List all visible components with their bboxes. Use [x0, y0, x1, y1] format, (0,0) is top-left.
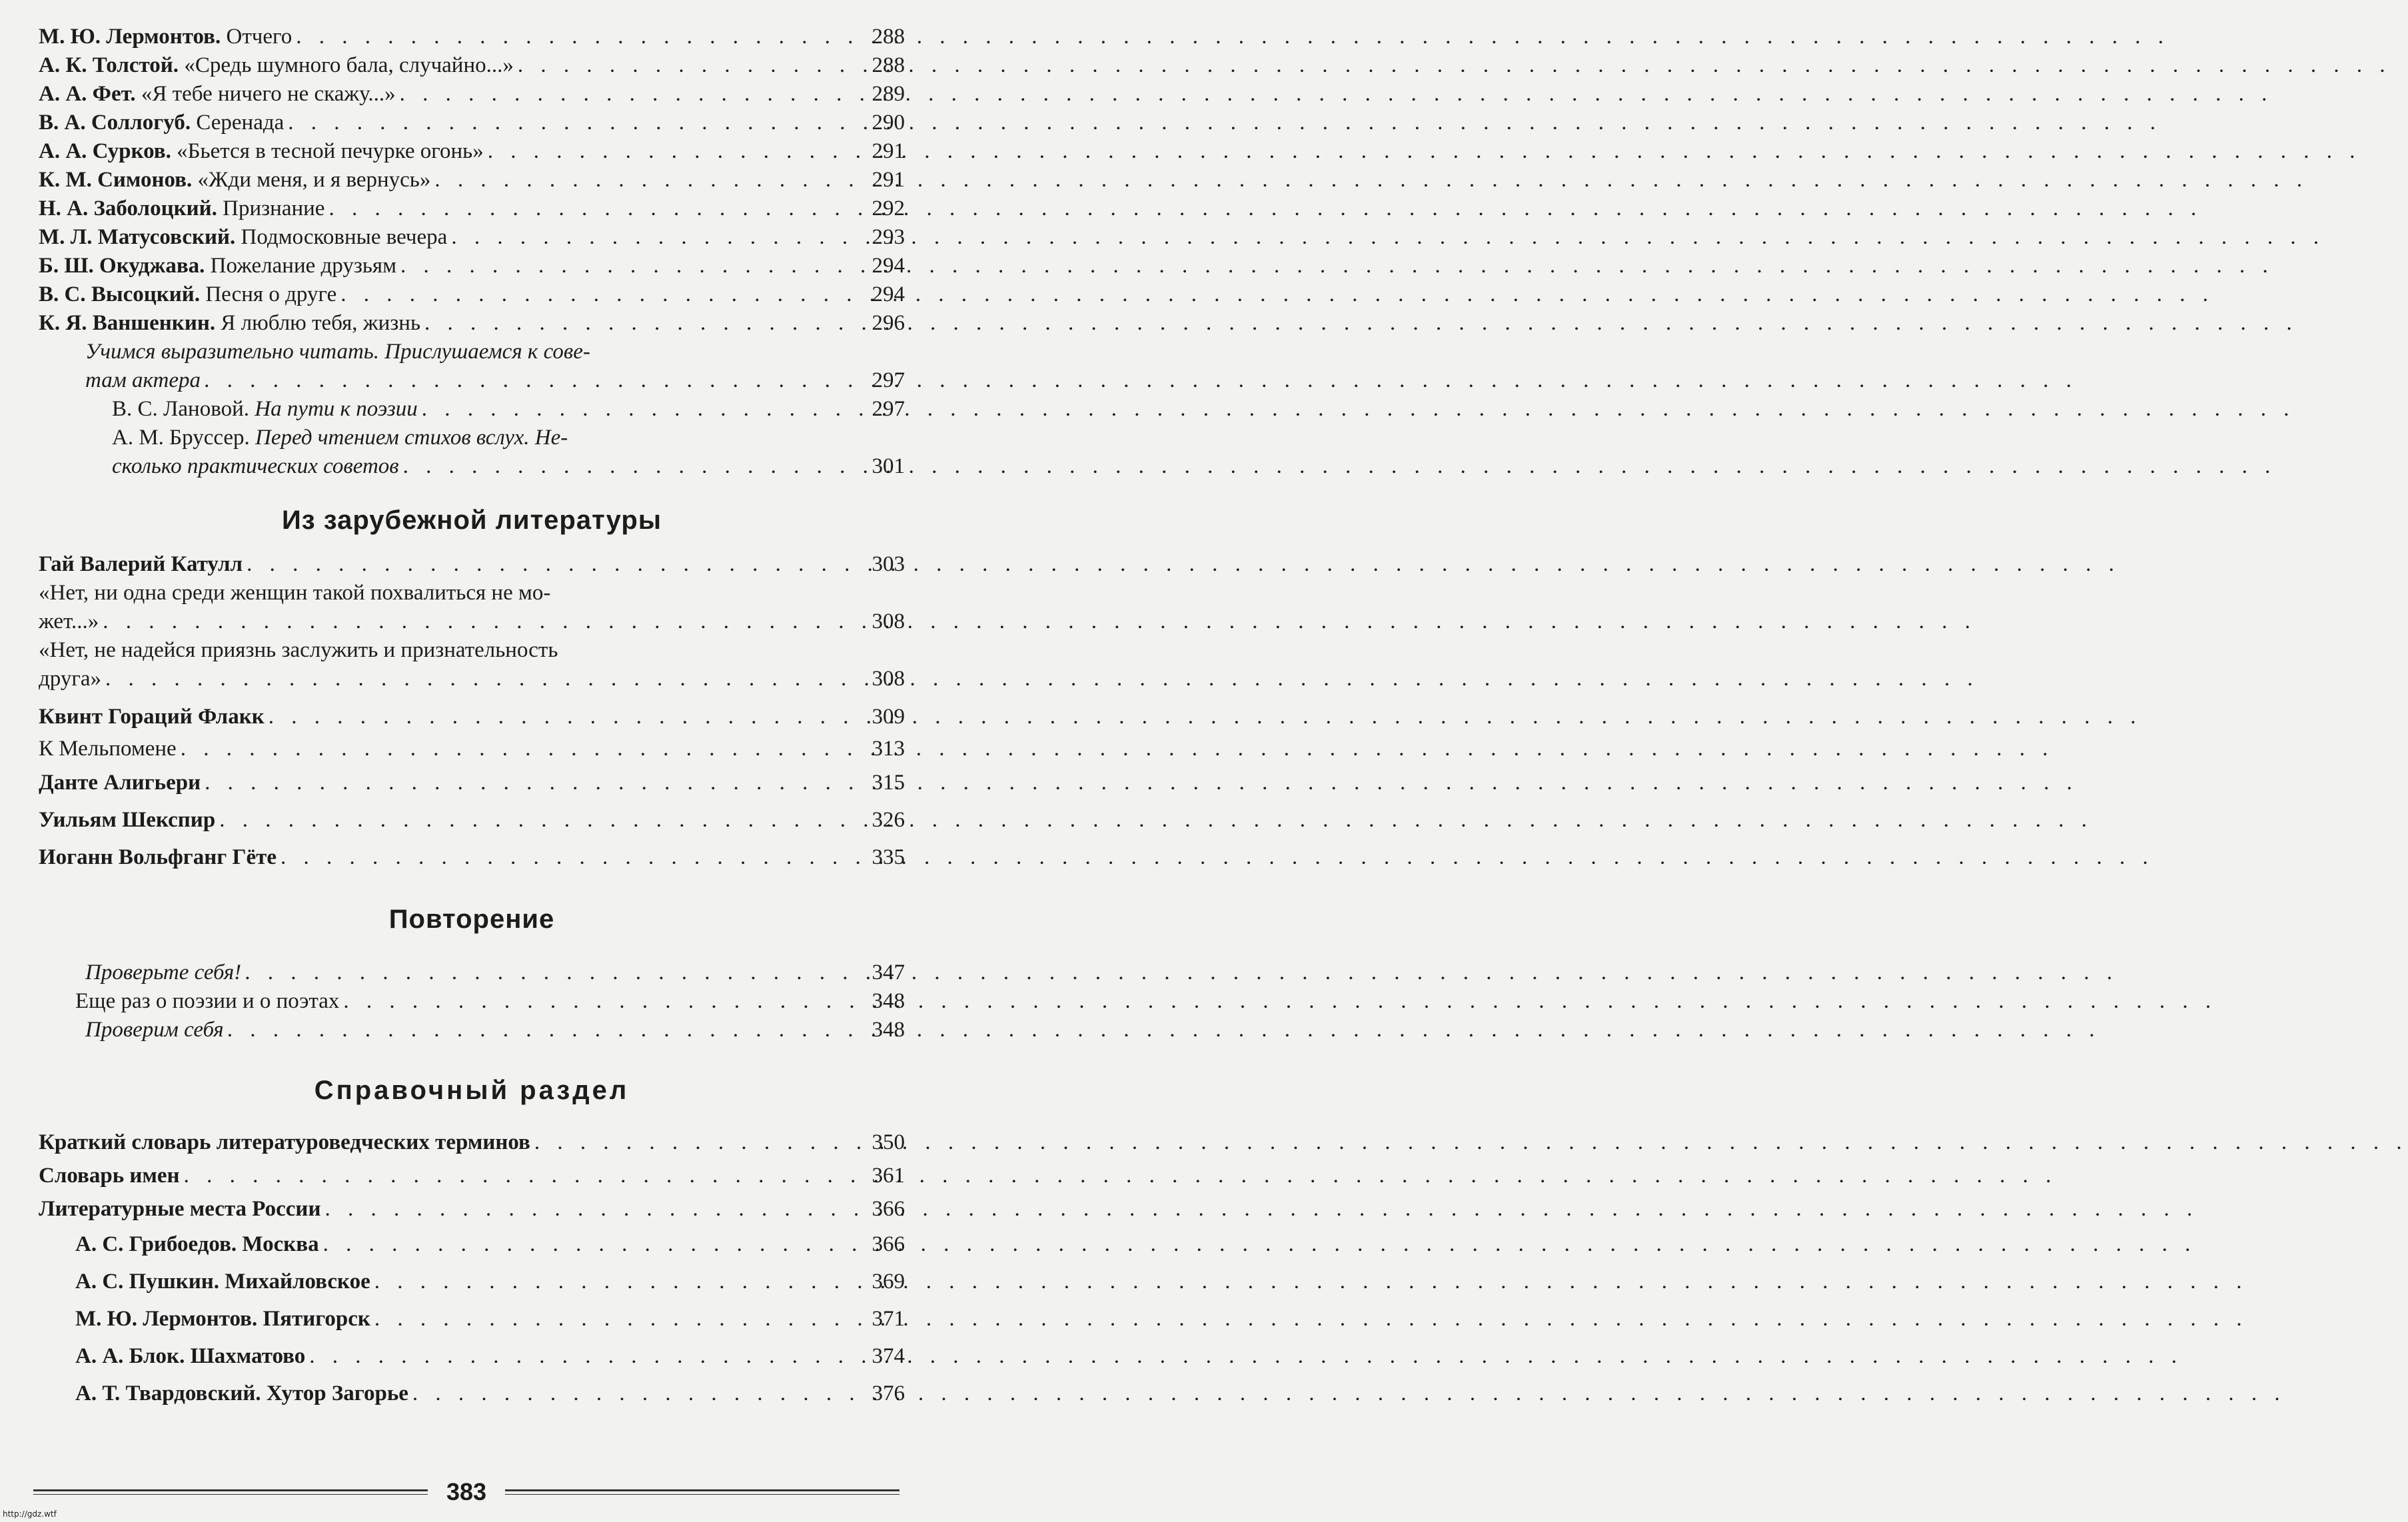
toc-brusser-entry[interactable] [39, 424, 905, 452]
toc-title: Проверьте себя! [85, 960, 242, 984]
toc-title: Данте Алигьери [39, 771, 201, 795]
toc-row[interactable] [39, 958, 905, 987]
toc-row[interactable] [39, 1226, 905, 1263]
toc-page-number: 289 [872, 82, 905, 106]
toc-author: К. М. Симонов. [39, 168, 193, 192]
toc-title: Признание [223, 196, 325, 220]
toc-page-number: 335 [872, 845, 905, 869]
toc-row[interactable] [39, 839, 905, 876]
toc-title: А. А. Блок. Шахматово [75, 1344, 306, 1368]
toc-title: Я люблю тебя, жизнь [221, 311, 421, 335]
toc-page-number: 290 [872, 111, 905, 135]
toc-author: В. С. Высоцкий. [39, 282, 201, 306]
toc-row[interactable] [39, 80, 905, 109]
toc-page [39, 23, 905, 1412]
toc-poem-entry-end[interactable] [39, 665, 905, 693]
toc-page-number: 347 [872, 960, 905, 984]
section-heading-foreign: Из зарубежной литературы [282, 506, 662, 535]
toc-author: А. М. Бруссер. [112, 426, 250, 450]
toc-page-number: 313 [872, 737, 905, 761]
toc-page-number: 309 [872, 705, 905, 729]
toc-row[interactable] [39, 1159, 905, 1192]
toc-title: Песня о друге [205, 282, 337, 306]
toc-title: Уильям Шекспир [39, 808, 216, 832]
toc-page-number: 315 [872, 771, 905, 795]
toc-row[interactable] [39, 137, 905, 166]
toc-page-number: 369 [872, 1270, 905, 1294]
toc-title: Проверим себя [85, 1018, 224, 1042]
toc-page-number: 297 [872, 368, 905, 392]
toc-title: А. С. Пушкин. Михайловское [75, 1270, 370, 1294]
toc-foreign [39, 550, 905, 876]
toc-row[interactable] [39, 166, 905, 194]
toc-row[interactable] [39, 1263, 905, 1300]
toc-author: Б. Ш. Окуджава. [39, 254, 205, 278]
section-heading-reference: Справочный раздел [314, 1076, 630, 1105]
toc-page-number: 348 [872, 1018, 905, 1042]
toc-title-line1: «Нет, не надейся приязнь заслужить и признательность [39, 638, 558, 662]
toc-page-number: 308 [872, 609, 905, 633]
toc-title-line1: «Нет, ни одна среди женщин такой похвалиться не мо- [39, 581, 551, 605]
toc-title: К Мельпомене [39, 737, 177, 761]
toc-title-line1: Перед чтением стихов вслух. Не- [255, 426, 568, 450]
toc-page-number: 303 [872, 552, 905, 576]
toc-page-number: 294 [872, 254, 905, 278]
toc-title-line2: сколько практических советов [112, 454, 399, 478]
toc-row[interactable] [39, 1016, 905, 1044]
toc-page-number: 361 [872, 1164, 905, 1188]
toc-page-number: 288 [872, 53, 905, 77]
toc-page-number: 297 [872, 397, 905, 421]
toc-page-number: 371 [872, 1307, 905, 1331]
toc-author: М. Л. Матусовский. [39, 225, 236, 249]
toc-title-line2: жет...» [39, 609, 99, 633]
toc-title: Гай Валерий Катулл [39, 552, 243, 576]
toc-page-number: 326 [872, 808, 905, 832]
footer-rule-right [505, 1489, 900, 1495]
toc-page-number: 366 [872, 1232, 905, 1256]
page-number: 383 [446, 1478, 487, 1505]
toc-page-number: 296 [872, 311, 905, 335]
toc-page-number: 301 [872, 454, 905, 478]
toc-title: Литературные места России [39, 1197, 321, 1221]
toc-page-number: 293 [872, 225, 905, 249]
toc-author: А. К. Толстой. [39, 53, 179, 77]
toc-poem-entry-end[interactable] [39, 607, 905, 636]
toc-row[interactable] [39, 801, 905, 839]
toc-author: Н. А. Заболоцкий. [39, 196, 217, 220]
toc-row[interactable] [39, 51, 905, 80]
toc-row[interactable] [39, 1192, 905, 1226]
toc-title: А. Т. Твардовский. Хутор Загорье [75, 1381, 408, 1405]
toc-title: Подмосковные вечера [241, 225, 448, 249]
toc-title: Отчего [226, 25, 293, 49]
toc-title-line2: там актера [85, 368, 201, 392]
toc-title: А. С. Грибоедов. Москва [75, 1232, 319, 1256]
toc-row[interactable] [39, 395, 905, 424]
toc-title: На пути к поэзии [255, 397, 418, 421]
toc-row[interactable] [39, 700, 905, 733]
toc-study-entry-end[interactable] [39, 366, 905, 395]
toc-russian-poems [39, 23, 905, 481]
toc-title: «Жди меня, и я вернусь» [197, 168, 431, 192]
toc-row[interactable] [39, 764, 905, 801]
toc-page-number: 366 [872, 1197, 905, 1221]
toc-title: Серенада [196, 111, 285, 135]
toc-author: В. А. Соллогуб. [39, 111, 191, 135]
toc-page-number: 376 [872, 1381, 905, 1405]
watermark-link[interactable]: http://gdz.wtf [3, 1509, 57, 1519]
toc-row[interactable] [39, 194, 905, 223]
toc-row[interactable] [39, 550, 905, 579]
toc-row[interactable] [39, 987, 905, 1016]
toc-title: Еще раз о поэзии и о поэтах [75, 989, 340, 1013]
toc-row[interactable] [39, 309, 905, 338]
toc-study-entry[interactable] [39, 338, 905, 366]
toc-brusser-entry-end[interactable] [39, 452, 905, 481]
toc-row[interactable] [39, 733, 905, 764]
toc-title: Краткий словарь литературоведческих терминов [39, 1130, 530, 1154]
toc-row[interactable] [39, 1375, 905, 1412]
toc-author: А. А. Сурков. [39, 139, 171, 163]
toc-poem-entry[interactable] [39, 636, 905, 665]
toc-title: «Я тебе ничего не скажу...» [141, 82, 396, 106]
toc-row[interactable] [39, 1337, 905, 1375]
toc-page-number: 292 [872, 196, 905, 220]
toc-page-number: 291 [872, 139, 905, 163]
toc-title-line1: Учимся выразительно читать. Прислушаемся к сове- [85, 340, 590, 364]
toc-page-number: 294 [872, 282, 905, 306]
toc-row[interactable] [39, 252, 905, 280]
toc-title: М. Ю. Лермонтов. Пятигорск [75, 1307, 370, 1331]
toc-poem-entry[interactable] [39, 579, 905, 607]
toc-row[interactable] [39, 223, 905, 252]
toc-author: А. А. Фет. [39, 82, 136, 106]
section-heading-review: Повторение [388, 905, 555, 934]
footer-rule-left [33, 1489, 428, 1495]
toc-author: М. Ю. Лермонтов. [39, 25, 221, 49]
toc-author: В. С. Лановой. [112, 397, 249, 421]
toc-reference [39, 1126, 905, 1412]
toc-author: К. Я. Ваншенкин. [39, 311, 216, 335]
toc-page-number: 350 [872, 1130, 905, 1154]
toc-review [39, 958, 905, 1044]
toc-page-number: 291 [872, 168, 905, 192]
toc-page-number: 308 [872, 667, 905, 691]
toc-row[interactable] [39, 1300, 905, 1337]
toc-title: Квинт Гораций Флакк [39, 705, 265, 729]
toc-page-number: 348 [872, 989, 905, 1013]
page-footer [33, 1472, 900, 1512]
toc-title: Иоганн Вольфганг Гёте [39, 845, 277, 869]
toc-title: «Средь шумного бала, случайно...» [184, 53, 514, 77]
toc-row[interactable] [39, 23, 905, 51]
toc-title: «Бьется в тесной печурке огонь» [177, 139, 484, 163]
toc-row[interactable] [39, 280, 905, 309]
toc-title: Словарь имен [39, 1164, 180, 1188]
toc-page-number: 374 [872, 1344, 905, 1368]
toc-title-line2: друга» [39, 667, 102, 691]
toc-title: Пожелание друзьям [210, 254, 396, 278]
toc-row[interactable] [39, 109, 905, 137]
toc-page-number: 288 [872, 25, 905, 49]
toc-row[interactable] [39, 1126, 905, 1159]
